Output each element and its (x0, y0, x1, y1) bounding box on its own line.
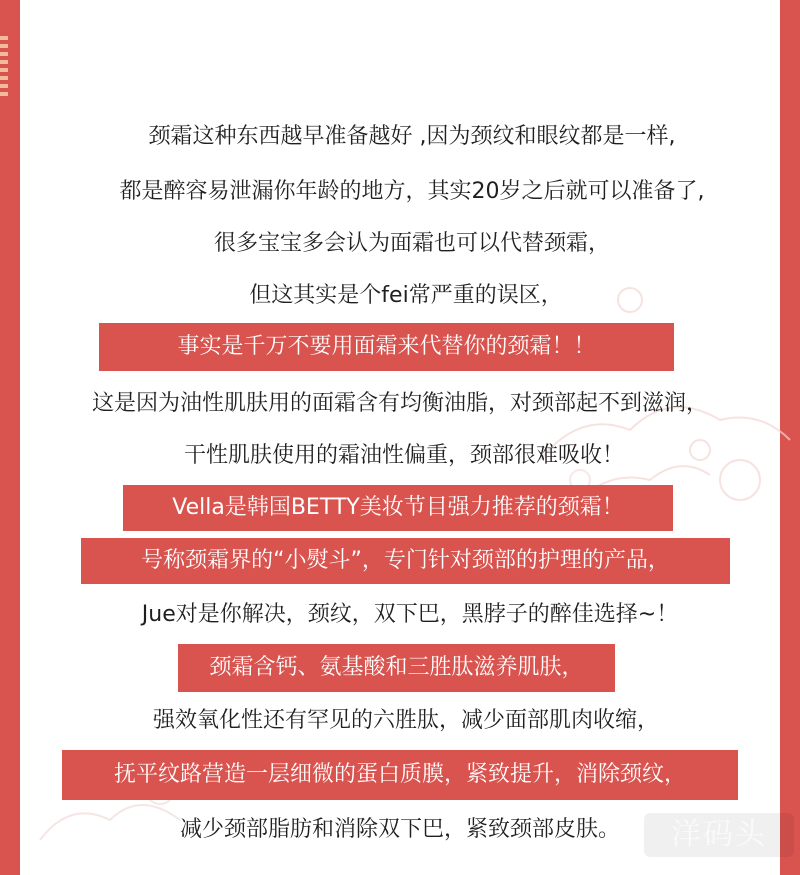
text-line-3: 很多宝宝多会认为面霜也可以代替颈霜， (213, 231, 610, 256)
text-line-9: 减少颈部脂肪和消除双下巴，紧致颈部皮肤。 (179, 817, 620, 842)
text-line-4: 但这其实是个fei常严重的误区， (249, 283, 563, 308)
highlight-line-4: 颈霜含钙、氨基酸和三胜肽滋养肌肤， (178, 644, 615, 692)
highlight-line-5: 抚平纹路营造一层细微的蛋白质膜，紧致提升，消除颈纹， (62, 750, 738, 800)
text-line-7: Jue对是你解决，颈纹，双下巴，黑脖子的醉佳选择~！ (141, 602, 679, 627)
watermark-logo: 洋码头 (644, 813, 794, 857)
highlight-line-2: Vella是韩国BETTY美妆节目强力推荐的颈霜！ (123, 485, 673, 531)
text-line-2: 都是醉容易泄漏你年龄的地方，其实20岁之后就可以准备了, (119, 179, 705, 204)
highlight-line-1: 事实是千万不要用面霜来代替你的颈霜！！ (99, 323, 674, 371)
left-edge-decoration (0, 36, 8, 96)
highlight-line-3: 号称颈霜界的“小熨斗”，专门针对颈部的护理的产品， (81, 538, 730, 584)
text-line-5: 这是因为油性肌肤用的面霜含有均衡油脂，对颈部起不到滋润， (91, 391, 708, 416)
text-line-1: 颈霜这种东西越早准备越好 ,因为颈纹和眼纹都是一样, (148, 124, 676, 149)
text-line-8: 强效氧化性还有罕见的六胜肽，减少面部肌肉收缩， (152, 708, 659, 733)
text-line-6: 干性肌肤使用的霜油性偏重，颈部很难吸收！ (183, 443, 624, 468)
